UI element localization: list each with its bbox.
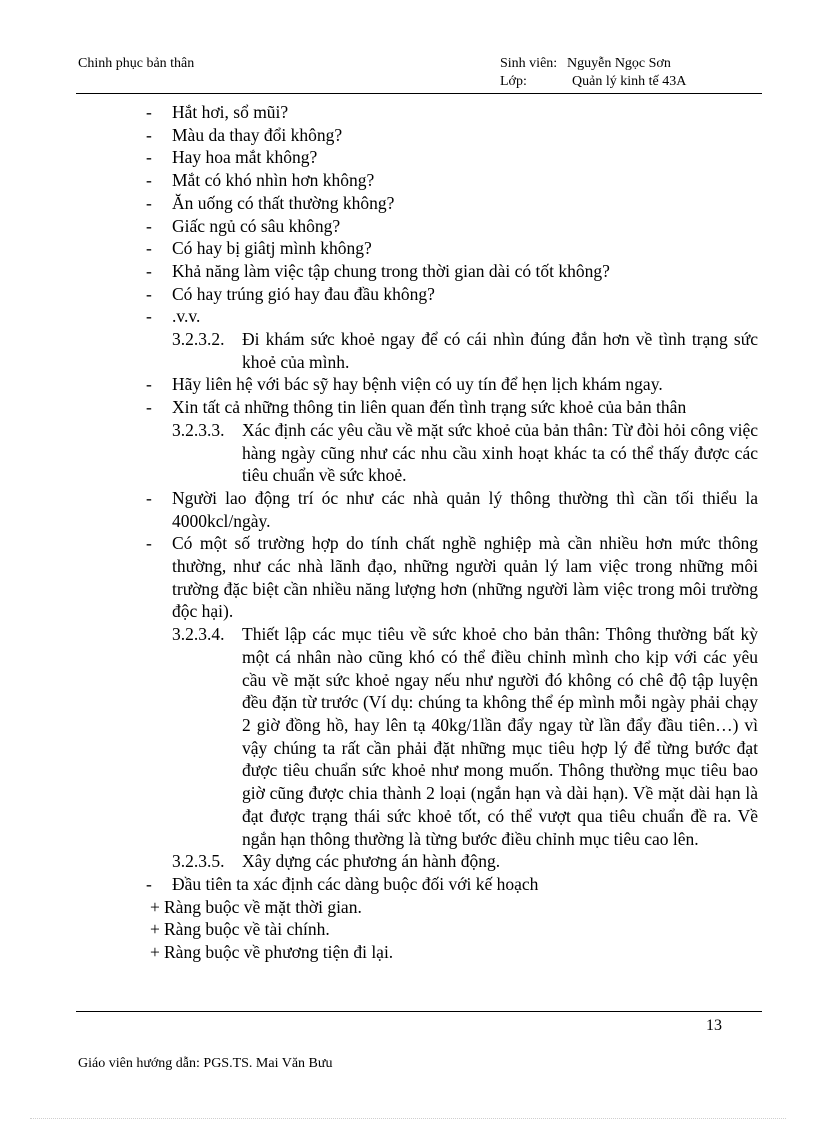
page-number: 13 <box>706 1017 722 1034</box>
list-item-text: Có hay bị giâtj mình không? <box>172 238 372 259</box>
dash-bullet: - <box>146 170 152 191</box>
list-item-text: Hãy liên hệ với bác sỹ hay bệnh viện có uy tín để hẹn lịch khám ngay. <box>172 374 663 395</box>
list-item-text: Ăn uống có thất thường không? <box>172 192 395 213</box>
dash-bullet: - <box>146 397 152 418</box>
dash-bullet: - <box>146 873 152 894</box>
dash-bullet: - <box>146 260 152 281</box>
document-body <box>0 101 816 964</box>
list-item-text: Màu da thay đổi không? <box>172 124 343 145</box>
list-item-text: Có hay trúng gió hay đau đầu không? <box>172 283 435 304</box>
list-item <box>0 396 758 419</box>
list-item <box>0 124 758 147</box>
list-item-text: Hay hoa mắt không? <box>172 147 318 168</box>
section-3-2-3-5 <box>0 850 758 873</box>
plus-item-text: Ràng buộc về mặt thời gian. <box>164 896 362 917</box>
dash-bullet: - <box>146 215 152 236</box>
header-class-label: Lớp: <box>500 74 527 89</box>
section-3-2-3-3 <box>0 419 758 487</box>
section-number: 3.2.3.5. <box>172 851 225 872</box>
section-number: 3.2.3.4. <box>172 624 225 645</box>
section-text: Xác định các yêu cầu về mặt sức khoẻ của bản thân: Từ đòi hỏi công việc hàng ngày cũng như các nhu cầu xinh hoạt khác ta có thể thấy được các tiêu chuẩn về sức khoẻ. <box>242 419 758 486</box>
list-item <box>0 283 758 306</box>
plus-item-text: Ràng buộc về tài chính. <box>164 919 330 940</box>
plus-item-text: Ràng buộc về phương tiện đi lại. <box>164 942 394 963</box>
list-item <box>0 101 758 124</box>
list-item-text: Giấc ngủ có sâu không? <box>172 215 341 236</box>
section-number: 3.2.3.3. <box>172 419 225 440</box>
list-item-text: Đầu tiên ta xác định các dàng buộc đối với kế hoạch <box>172 873 539 894</box>
list-item <box>0 873 758 896</box>
list-item <box>0 169 758 192</box>
list-item-text: Khả năng làm việc tập chung trong thời gian dài có tốt không? <box>172 260 610 281</box>
list-item <box>0 373 758 396</box>
list-item-text: Xin tất cả những thông tin liên quan đến tình trạng sức khoẻ của bản thân <box>172 397 687 418</box>
list-item <box>0 532 758 623</box>
footer-divider <box>76 1011 762 1012</box>
section-text: Thiết lập các mục tiêu về sức khoẻ cho bản thân: Thông thường bất kỳ một cá nhân nào cũng khó có thể điều chỉnh mình cho kịp với các yêu cầu về mặt sức khoẻ ngay nếu như người đó không có chê độ tập luyện đều đặn từ trước (Ví dụ: chúng ta không thể ép mình mỗi ngày phải chạy 2 giờ đồng hồ, hay lên tạ 40kg/1lần đẩy ngay từ lần đẩy đầu tiên…) vì vậy chúng ta rất cần phải đặt những mục tiêu hợp lý để từng bước đạt được tiêu chuẩn sức khoẻ như mong muốn. Thông thường mục tiêu bao giờ cũng được chia thành 2 loại (ngắn hạn và dài hạn). Về mặt dài hạn là đạt được trạng thái sức khoẻ tốt, có thể vượt qua tiêu chuẩn đề ra. Về ngắn hạn thông thường là từng bước điều chỉnh mục tiêu cao lên. <box>242 624 758 849</box>
plus-item <box>0 918 816 941</box>
dash-bullet: - <box>146 306 152 327</box>
section-3-2-3-2 <box>0 328 758 373</box>
header-doc-title: Chinh phục bản thân <box>78 56 195 71</box>
list-item <box>0 260 758 283</box>
header-student-name: Nguyễn Ngọc Sơn <box>567 56 671 71</box>
plus-item <box>0 896 816 919</box>
list-item-text: Người lao động trí óc như các nhà quản lý thông thường thì cần tối thiểu la 4000kcl/ngày. <box>172 487 758 531</box>
list-item <box>0 237 758 260</box>
plus-bullet: + <box>150 896 160 917</box>
list-item <box>0 146 758 169</box>
header-student-label: Sinh viên: <box>500 56 558 71</box>
dash-bullet: - <box>146 147 152 168</box>
list-item <box>0 192 758 215</box>
plus-bullet: + <box>150 942 160 963</box>
list-item-text: .v.v. <box>172 306 201 327</box>
section-3-2-3-4 <box>0 623 758 850</box>
dash-bullet: - <box>146 533 152 554</box>
dash-bullet: - <box>146 102 152 122</box>
section-number: 3.2.3.2. <box>172 329 225 350</box>
plus-bullet: + <box>150 919 160 940</box>
list-item-text: Mắt có khó nhìn hơn không? <box>172 170 375 191</box>
list-item <box>0 305 758 328</box>
section-text: Đi khám sức khoẻ ngay để có cái nhìn đúng đắn hơn về tình trạng sức khoẻ của mình. <box>242 329 758 372</box>
header-class-name: Quản lý kinh tế 43A <box>572 74 687 89</box>
plus-item <box>0 941 816 964</box>
page-bottom-edge <box>30 1118 786 1119</box>
header-divider <box>76 93 762 94</box>
dash-bullet: - <box>146 374 152 395</box>
list-item-text: Hắt hơi, sổ mũi? <box>172 102 289 122</box>
dash-bullet: - <box>146 487 152 508</box>
dash-bullet: - <box>146 238 152 259</box>
dash-bullet: - <box>146 124 152 145</box>
dash-bullet: - <box>146 192 152 213</box>
list-item <box>0 487 758 532</box>
section-text: Xây dựng các phương án hành động. <box>242 851 501 872</box>
list-item-text: Có một số trường hợp do tính chất nghề nghiệp mà cần nhiều hơn mức thông thường, như các nhà lãnh đạo, những người quản lý lam việc trong những môi trường đặc biệt cần nhiều năng lượng hơn (những người làm việc trong môi trường độc hại). <box>172 533 758 622</box>
list-item <box>0 215 758 238</box>
footer-supervisor: Giáo viên hướng dẫn: PGS.TS. Mai Văn Bưu <box>78 1056 333 1071</box>
dash-bullet: - <box>146 283 152 304</box>
